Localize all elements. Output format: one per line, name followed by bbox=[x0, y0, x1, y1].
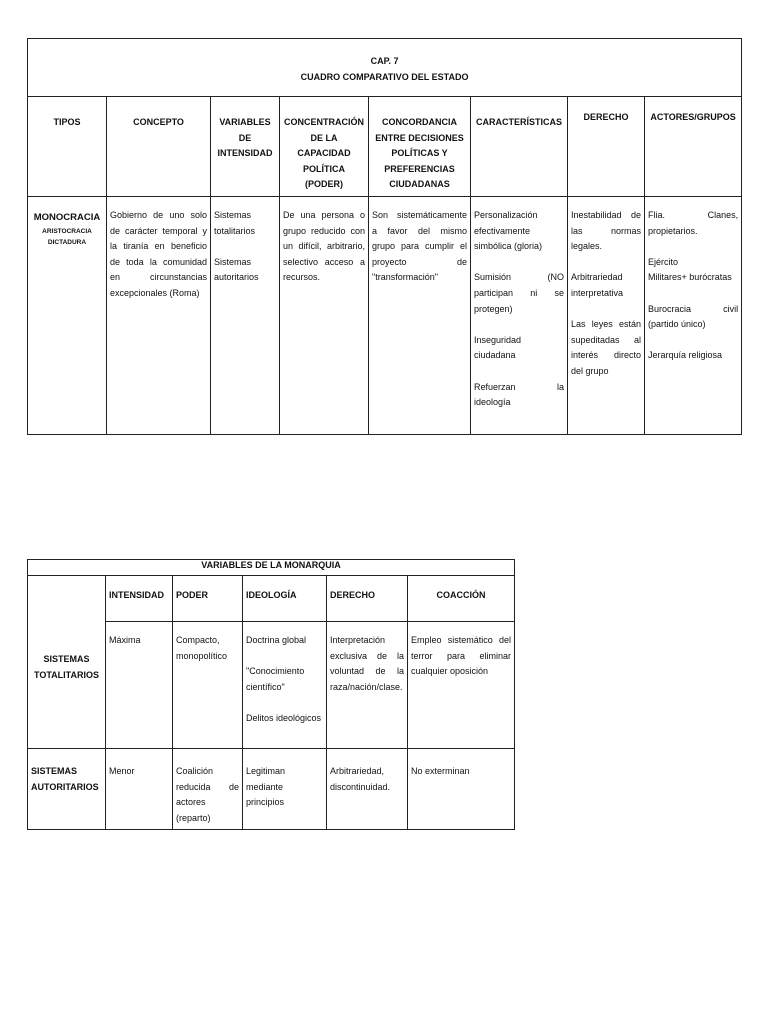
caracteristica-item: Personalización efectivamente simbólica (gloria) bbox=[474, 209, 543, 252]
intensidad-cell: Menor bbox=[106, 749, 173, 830]
variables-item: Sistemas totalitarios bbox=[214, 209, 256, 236]
row-label-autoritarios: SISTEMAS AUTORITARIOS bbox=[28, 749, 106, 830]
concepto-cell: Gobierno de uno solo de carácter temporal y la tiranía en beneficio de toda la comunidad en circunstancias excepcionales (Roma) bbox=[107, 196, 211, 434]
variables-item: Sistemas autoritarios bbox=[214, 256, 259, 283]
coaccion-cell: Empleo sistemático del terror para eliminar cualquier oposición bbox=[408, 622, 515, 749]
col-header-variables: VARIABLES DE INTENSIDAD bbox=[211, 97, 280, 197]
ideologia-cell bbox=[243, 622, 327, 749]
col-header-poder: PODER bbox=[173, 576, 243, 622]
col-header-derecho: DERECHO bbox=[327, 576, 408, 622]
ideologia-item: Doctrina global bbox=[246, 635, 307, 645]
header-row bbox=[28, 97, 742, 197]
tipo-sub-1: ARISTOCRACIA bbox=[42, 227, 92, 235]
intensidad-cell: Máxima bbox=[106, 622, 173, 749]
row-label-totalitarios: SISTEMAS TOTALITARIOS bbox=[28, 576, 106, 749]
concordancia-cell: Son sistemáticamente a favor del mismo grupo para cumplir el proyecto de "transformación" bbox=[369, 196, 471, 434]
col-header-tipos: TIPOS bbox=[28, 97, 107, 197]
table-row bbox=[28, 749, 515, 830]
actor-item: Flia. Clanes, propietarios. bbox=[648, 209, 739, 236]
actor-item: Ejército Militares+ burócratas bbox=[648, 256, 732, 283]
derecho-cell: Arbitrariedad, discontinuidad. bbox=[327, 749, 408, 830]
table-row bbox=[28, 196, 742, 434]
ideologia-item: "Conocimiento científico" bbox=[246, 666, 305, 692]
col-header-coaccion: COACCIÓN bbox=[408, 576, 515, 622]
col-header-ideologia: IDEOLOGÍA bbox=[243, 576, 327, 622]
derecho-cell bbox=[568, 196, 645, 434]
derecho-cell: Interpretación exclusiva de la voluntad de la raza/nación/clase. bbox=[327, 622, 408, 749]
caracteristica-item: Sumisión (NO participan ni se protegen) bbox=[474, 272, 564, 314]
tipo-cell bbox=[28, 196, 107, 434]
actores-cell bbox=[645, 196, 742, 434]
derecho-item: Inestabilidad de las normas legales. bbox=[571, 209, 641, 252]
comparative-table bbox=[27, 38, 742, 435]
col-header-concepto: CONCEPTO bbox=[107, 97, 211, 197]
table-caption bbox=[28, 39, 742, 97]
actor-item: Burocracia civil (partido único) bbox=[648, 303, 739, 330]
poder-cell: Compacto, monopolítico bbox=[173, 622, 243, 749]
header-row bbox=[28, 576, 515, 622]
derecho-item: Las leyes están supeditadas al interés directo del grupo bbox=[571, 319, 641, 376]
caracteristica-item: Refuerzan la ideología bbox=[474, 381, 564, 408]
tipo-main: MONOCRACIA bbox=[33, 211, 101, 223]
col-header-intensidad: INTENSIDAD bbox=[106, 576, 173, 622]
col-header-actores: ACTORES/GRUPOS bbox=[645, 97, 742, 197]
monarquia-title: VARIABLES DE LA MONARQUIA bbox=[28, 560, 515, 576]
poder-cell: Coalición reducida de actores (reparto) bbox=[173, 749, 243, 830]
col-header-concentracion: CONCENTRACIÓN DE LA CAPACIDAD POLÍTICA (PODER) bbox=[280, 97, 369, 197]
derecho-item: Arbitrariedad interpretativa bbox=[571, 272, 624, 298]
variables-cell bbox=[211, 196, 280, 434]
ideologia-item: Delitos ideológicos bbox=[246, 712, 322, 723]
col-header-concordancia: CONCORDANCIA ENTRE DECISIONES POLÍTICAS Y PREFERENCIAS CIUDADANAS bbox=[369, 97, 471, 197]
ideologia-cell: Legitiman mediante principios bbox=[243, 749, 327, 830]
actor-item: Jerarquía religiosa bbox=[648, 350, 723, 361]
coaccion-cell: No exterminan bbox=[408, 749, 515, 830]
caracteristica-item: Inseguridad ciudadana bbox=[474, 334, 522, 361]
tipo-sub-2: DICTADURA bbox=[47, 238, 87, 246]
monarquia-table bbox=[27, 559, 515, 830]
col-header-derecho: DERECHO bbox=[568, 97, 645, 197]
chapter-label: CAP. 7 bbox=[370, 56, 399, 66]
caracteristicas-cell bbox=[471, 196, 568, 434]
concentracion-cell: De una persona o grupo reducido con un difícil, arbitrario, selectivo acceso a recursos. bbox=[280, 196, 369, 434]
table-title: CUADRO COMPARATIVO DEL ESTADO bbox=[300, 71, 469, 82]
col-header-caracteristicas: CARACTERÍSTICAS bbox=[471, 97, 568, 197]
